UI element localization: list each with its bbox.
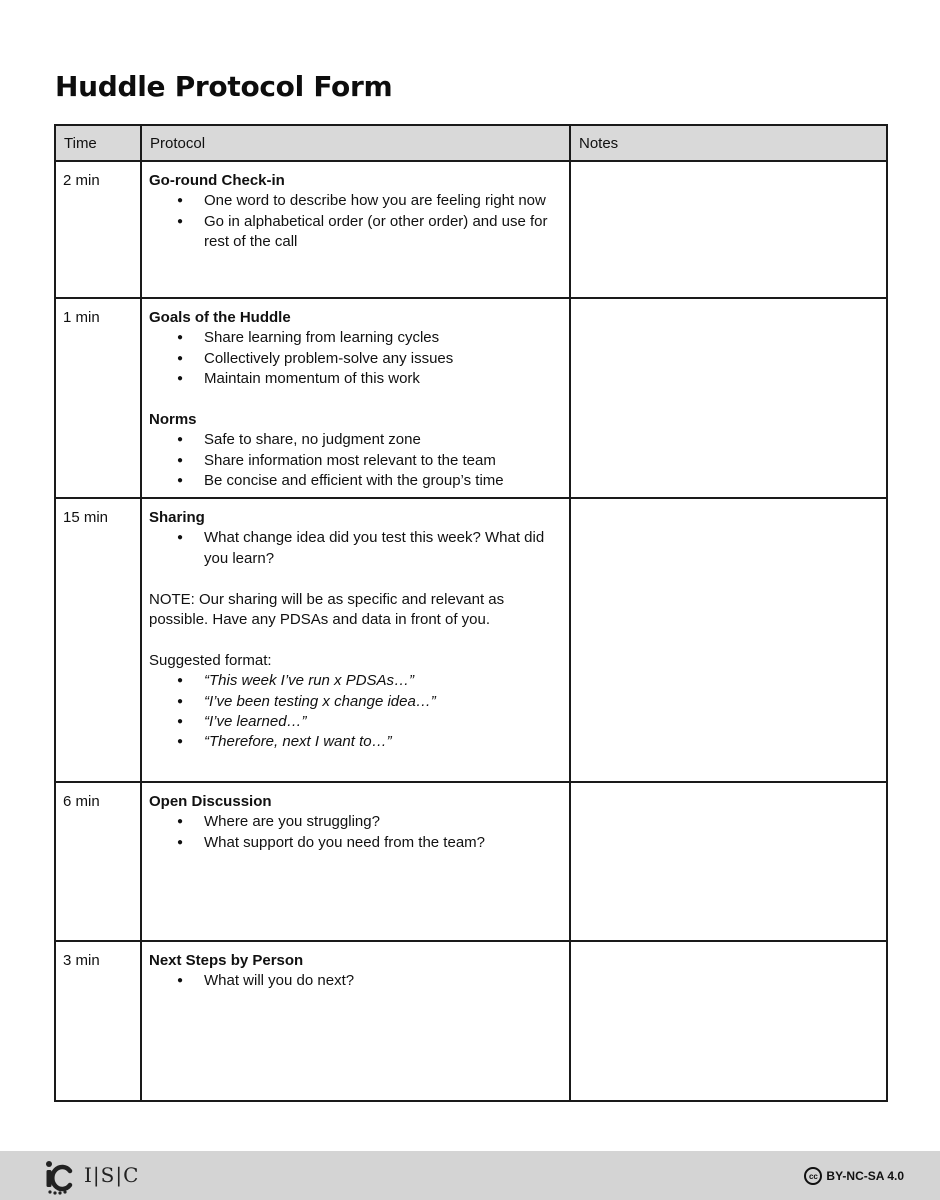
header-time: Time	[55, 125, 141, 161]
license-badge	[804, 1167, 904, 1185]
page-title: Huddle Protocol Form	[55, 70, 393, 103]
bullet-list	[149, 812, 561, 853]
list-item: ● “Therefore, next I want to…”	[149, 732, 561, 752]
list-item: ● Be concise and efficient with the group’s time	[149, 471, 561, 491]
protocol-cell	[141, 298, 570, 498]
huddle-protocol-table	[54, 124, 888, 1102]
list-item: ● One word to describe how you are feeling right now	[149, 191, 561, 211]
bullet-list	[149, 328, 561, 389]
list-item: ● Maintain momentum of this work	[149, 369, 561, 389]
org-name: I|S|C	[84, 1163, 140, 1187]
list-item: ● “I’ve learned…”	[149, 712, 561, 732]
bullet-list	[149, 528, 561, 569]
list-item: ● Share information most relevant to the team	[149, 451, 561, 471]
format-label: Suggested format:	[149, 651, 272, 669]
section-title: Norms	[149, 411, 197, 429]
protocol-cell	[141, 941, 570, 1101]
sharing-note: NOTE: Our sharing will be as specific and relevant as possible. Have any PDSAs and data in front of you.	[149, 590, 505, 629]
list-item: ● “This week I’ve run x PDSAs…”	[149, 671, 561, 691]
protocol-cell	[141, 782, 570, 941]
table-row-open-discussion	[55, 782, 887, 941]
format-bullet-list	[149, 671, 561, 753]
list-item: ● What change idea did you test this week? What did you learn?	[149, 528, 561, 569]
list-item: ● What will you do next?	[149, 971, 561, 991]
list-item: ● Collectively problem-solve any issues	[149, 349, 561, 369]
isc-logo-icon	[42, 1159, 74, 1195]
time-cell: 2 min	[55, 161, 141, 298]
bullet-list	[149, 971, 561, 991]
section-title: Go-round Check-in	[149, 172, 285, 189]
bullet-list	[149, 430, 561, 491]
section-title: Goals of the Huddle	[149, 309, 291, 326]
list-item: ● Go in alphabetical order (or other order) and use for rest of the call	[149, 212, 561, 253]
table-row-goals-norms	[55, 298, 887, 498]
section-title: Sharing	[149, 509, 205, 526]
list-item: ● Safe to share, no judgment zone	[149, 430, 561, 450]
time-cell: 15 min	[55, 498, 141, 782]
list-item: ● Where are you struggling?	[149, 812, 561, 832]
table-row-sharing	[55, 498, 887, 782]
notes-cell[interactable]	[570, 498, 887, 782]
notes-cell[interactable]	[570, 298, 887, 498]
time-cell: 6 min	[55, 782, 141, 941]
time-cell: 1 min	[55, 298, 141, 498]
notes-cell[interactable]	[570, 782, 887, 941]
notes-cell[interactable]	[570, 161, 887, 298]
page-footer	[0, 1151, 940, 1200]
table-row-check-in	[55, 161, 887, 298]
header-notes: Notes	[570, 125, 887, 161]
section-title: Next Steps by Person	[149, 952, 304, 969]
list-item: ● “I’ve been testing x change idea…”	[149, 692, 561, 712]
section-title: Open Discussion	[149, 793, 272, 810]
list-item: ● Share learning from learning cycles	[149, 328, 561, 348]
notes-cell[interactable]	[570, 941, 887, 1101]
license-text: BY-NC-SA 4.0	[826, 1169, 904, 1183]
time-cell: 3 min	[55, 941, 141, 1101]
bullet-list	[149, 191, 561, 252]
protocol-cell	[141, 161, 570, 298]
list-item: ● What support do you need from the team?	[149, 833, 561, 853]
table-row-next-steps	[55, 941, 887, 1101]
protocol-cell	[141, 498, 570, 782]
creative-commons-icon: cc	[804, 1167, 822, 1185]
header-protocol: Protocol	[141, 125, 570, 161]
table-header-row	[55, 125, 887, 161]
